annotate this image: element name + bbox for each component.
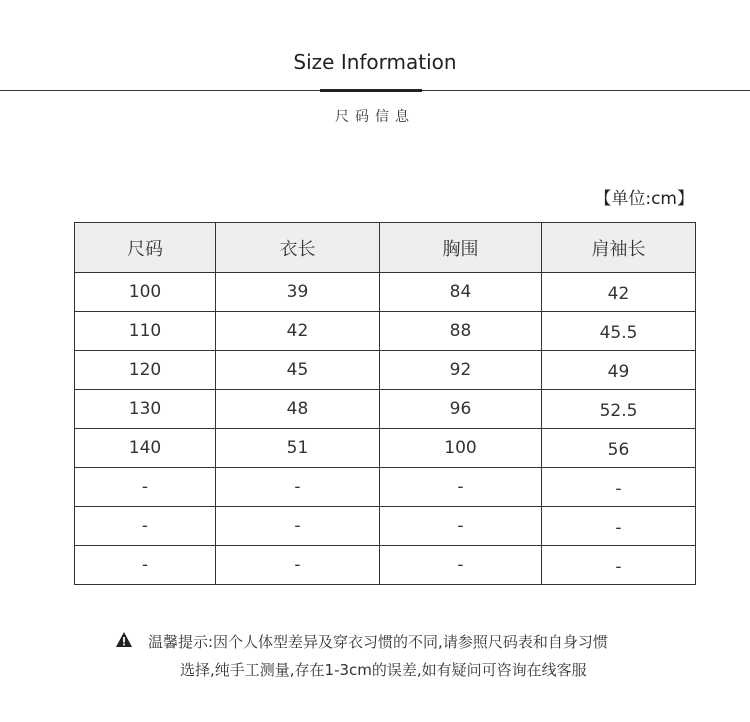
cell-size: - [75, 507, 216, 546]
cell-chest: 88 [380, 312, 542, 351]
cell-size: - [75, 546, 216, 585]
cell-sleeve: - [542, 546, 696, 585]
cell-length: - [216, 468, 380, 507]
table-header-row [75, 223, 696, 273]
cell-sleeve: 45.5 [542, 312, 696, 351]
cell-chest: 96 [380, 390, 542, 429]
cell-size: - [75, 468, 216, 507]
cell-length: 39 [216, 273, 380, 312]
table-row [75, 351, 696, 390]
cell-length: 48 [216, 390, 380, 429]
header-sleeve: 肩袖长 [542, 223, 696, 273]
notice-line-1 [116, 628, 608, 656]
cell-sleeve: - [542, 468, 696, 507]
cell-length: - [216, 507, 380, 546]
cell-size: 100 [75, 273, 216, 312]
table-row [75, 312, 696, 351]
notice-text-2: 选择,纯手工测量,存在1-3cm的误差,如有疑问可咨询在线客服 [180, 661, 587, 679]
cell-chest: 100 [380, 429, 542, 468]
table-row [75, 546, 696, 585]
warning-icon [116, 628, 134, 656]
page-subtitle: 尺码信息 [335, 109, 415, 125]
unit-label: 【单位:cm】 [594, 189, 694, 209]
cell-length: 51 [216, 429, 380, 468]
cell-sleeve: 52.5 [542, 390, 696, 429]
cell-length: 45 [216, 351, 380, 390]
cell-sleeve: 49 [542, 351, 696, 390]
header-chest: 胸围 [380, 223, 542, 273]
table-row [75, 273, 696, 312]
header-length: 衣长 [216, 223, 380, 273]
cell-size: 120 [75, 351, 216, 390]
cell-sleeve: 56 [542, 429, 696, 468]
cell-chest: - [380, 468, 542, 507]
cell-chest: - [380, 546, 542, 585]
table-row [75, 468, 696, 507]
cell-sleeve: - [542, 507, 696, 546]
cell-size: 140 [75, 429, 216, 468]
cell-size: 130 [75, 390, 216, 429]
notice-text-1: 温馨提示:因个人体型差异及穿衣习惯的不同,请参照尺码表和自身习惯 [148, 633, 608, 651]
page-title: Size Information [293, 50, 457, 74]
cell-sleeve: 42 [542, 273, 696, 312]
title-divider-accent [320, 89, 422, 92]
header-size: 尺码 [75, 223, 216, 273]
cell-chest: - [380, 507, 542, 546]
table-row [75, 429, 696, 468]
table-row [75, 507, 696, 546]
cell-chest: 84 [380, 273, 542, 312]
size-table [74, 222, 696, 585]
cell-length: 42 [216, 312, 380, 351]
cell-chest: 92 [380, 351, 542, 390]
table-row [75, 390, 696, 429]
cell-size: 110 [75, 312, 216, 351]
cell-length: - [216, 546, 380, 585]
